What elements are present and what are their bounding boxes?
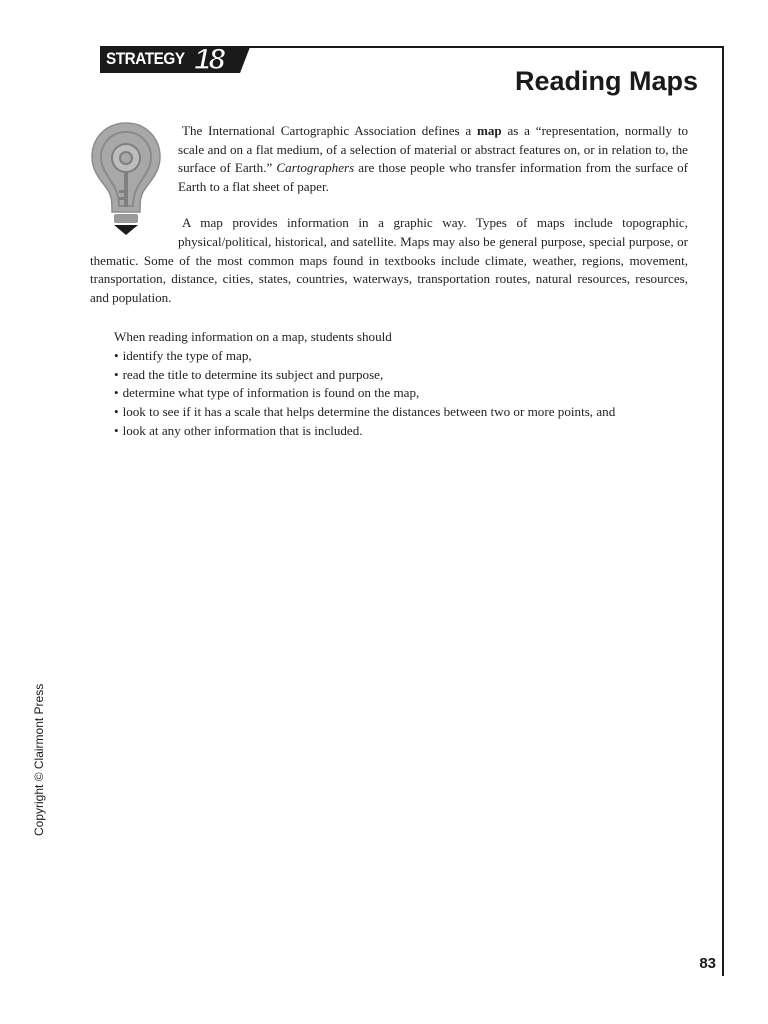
- para2-text: A map provides information in a graphic way. Types of maps include topographic, physical/political, historical, and satellite. Maps may also be general purpose, special purpose, or thematic. Some of the most common maps found in textbooks include climate, weather, regions, movement, transportation, distance, cities, states, countries, waterways, transportation routes, natural resources, resources, and population.: [90, 215, 688, 305]
- term-map: map: [476, 123, 502, 138]
- strategy-number: 18: [194, 43, 224, 76]
- list-item: • look to see if it has a scale that helps determine the distances between two or more points, and: [114, 403, 694, 422]
- paragraph-types: [90, 214, 688, 307]
- right-margin-rule: [722, 46, 724, 976]
- page-title: Reading Maps: [514, 66, 698, 96]
- term-cartographers: Cartographers: [276, 160, 355, 176]
- para1-text-a: The International Cartographic Association defines a: [182, 123, 477, 138]
- copyright-notice: Copyright © Clairmont Press: [32, 683, 46, 836]
- list-item: • read the title to determine its subject and purpose,: [114, 366, 694, 385]
- strategy-badge: [100, 43, 250, 76]
- list-item: • determine what type of information is found on the map,: [114, 384, 694, 403]
- list-item: • look at any other information that is included.: [114, 422, 694, 441]
- list-item: • identify the type of map,: [114, 347, 694, 366]
- list-intro: When reading information on a map, students should: [114, 329, 392, 344]
- paragraph-definition: [90, 122, 688, 196]
- strategy-label: STRATEGY: [106, 49, 185, 68]
- body-text: [90, 122, 688, 307]
- icon-float-spacer: [90, 122, 178, 250]
- para1-text-b: as a “representation, normally to scale and on a flat medium, of a selection of material or abstract features on, or in relation to, the surface of Earth.”: [178, 123, 689, 176]
- para1-text-c: are those people who transfer information from the surface of Earth to a flat sheet of paper.: [178, 160, 689, 194]
- page-number: 83: [699, 955, 716, 972]
- bullet-list: [114, 347, 694, 441]
- reading-steps: [114, 328, 694, 441]
